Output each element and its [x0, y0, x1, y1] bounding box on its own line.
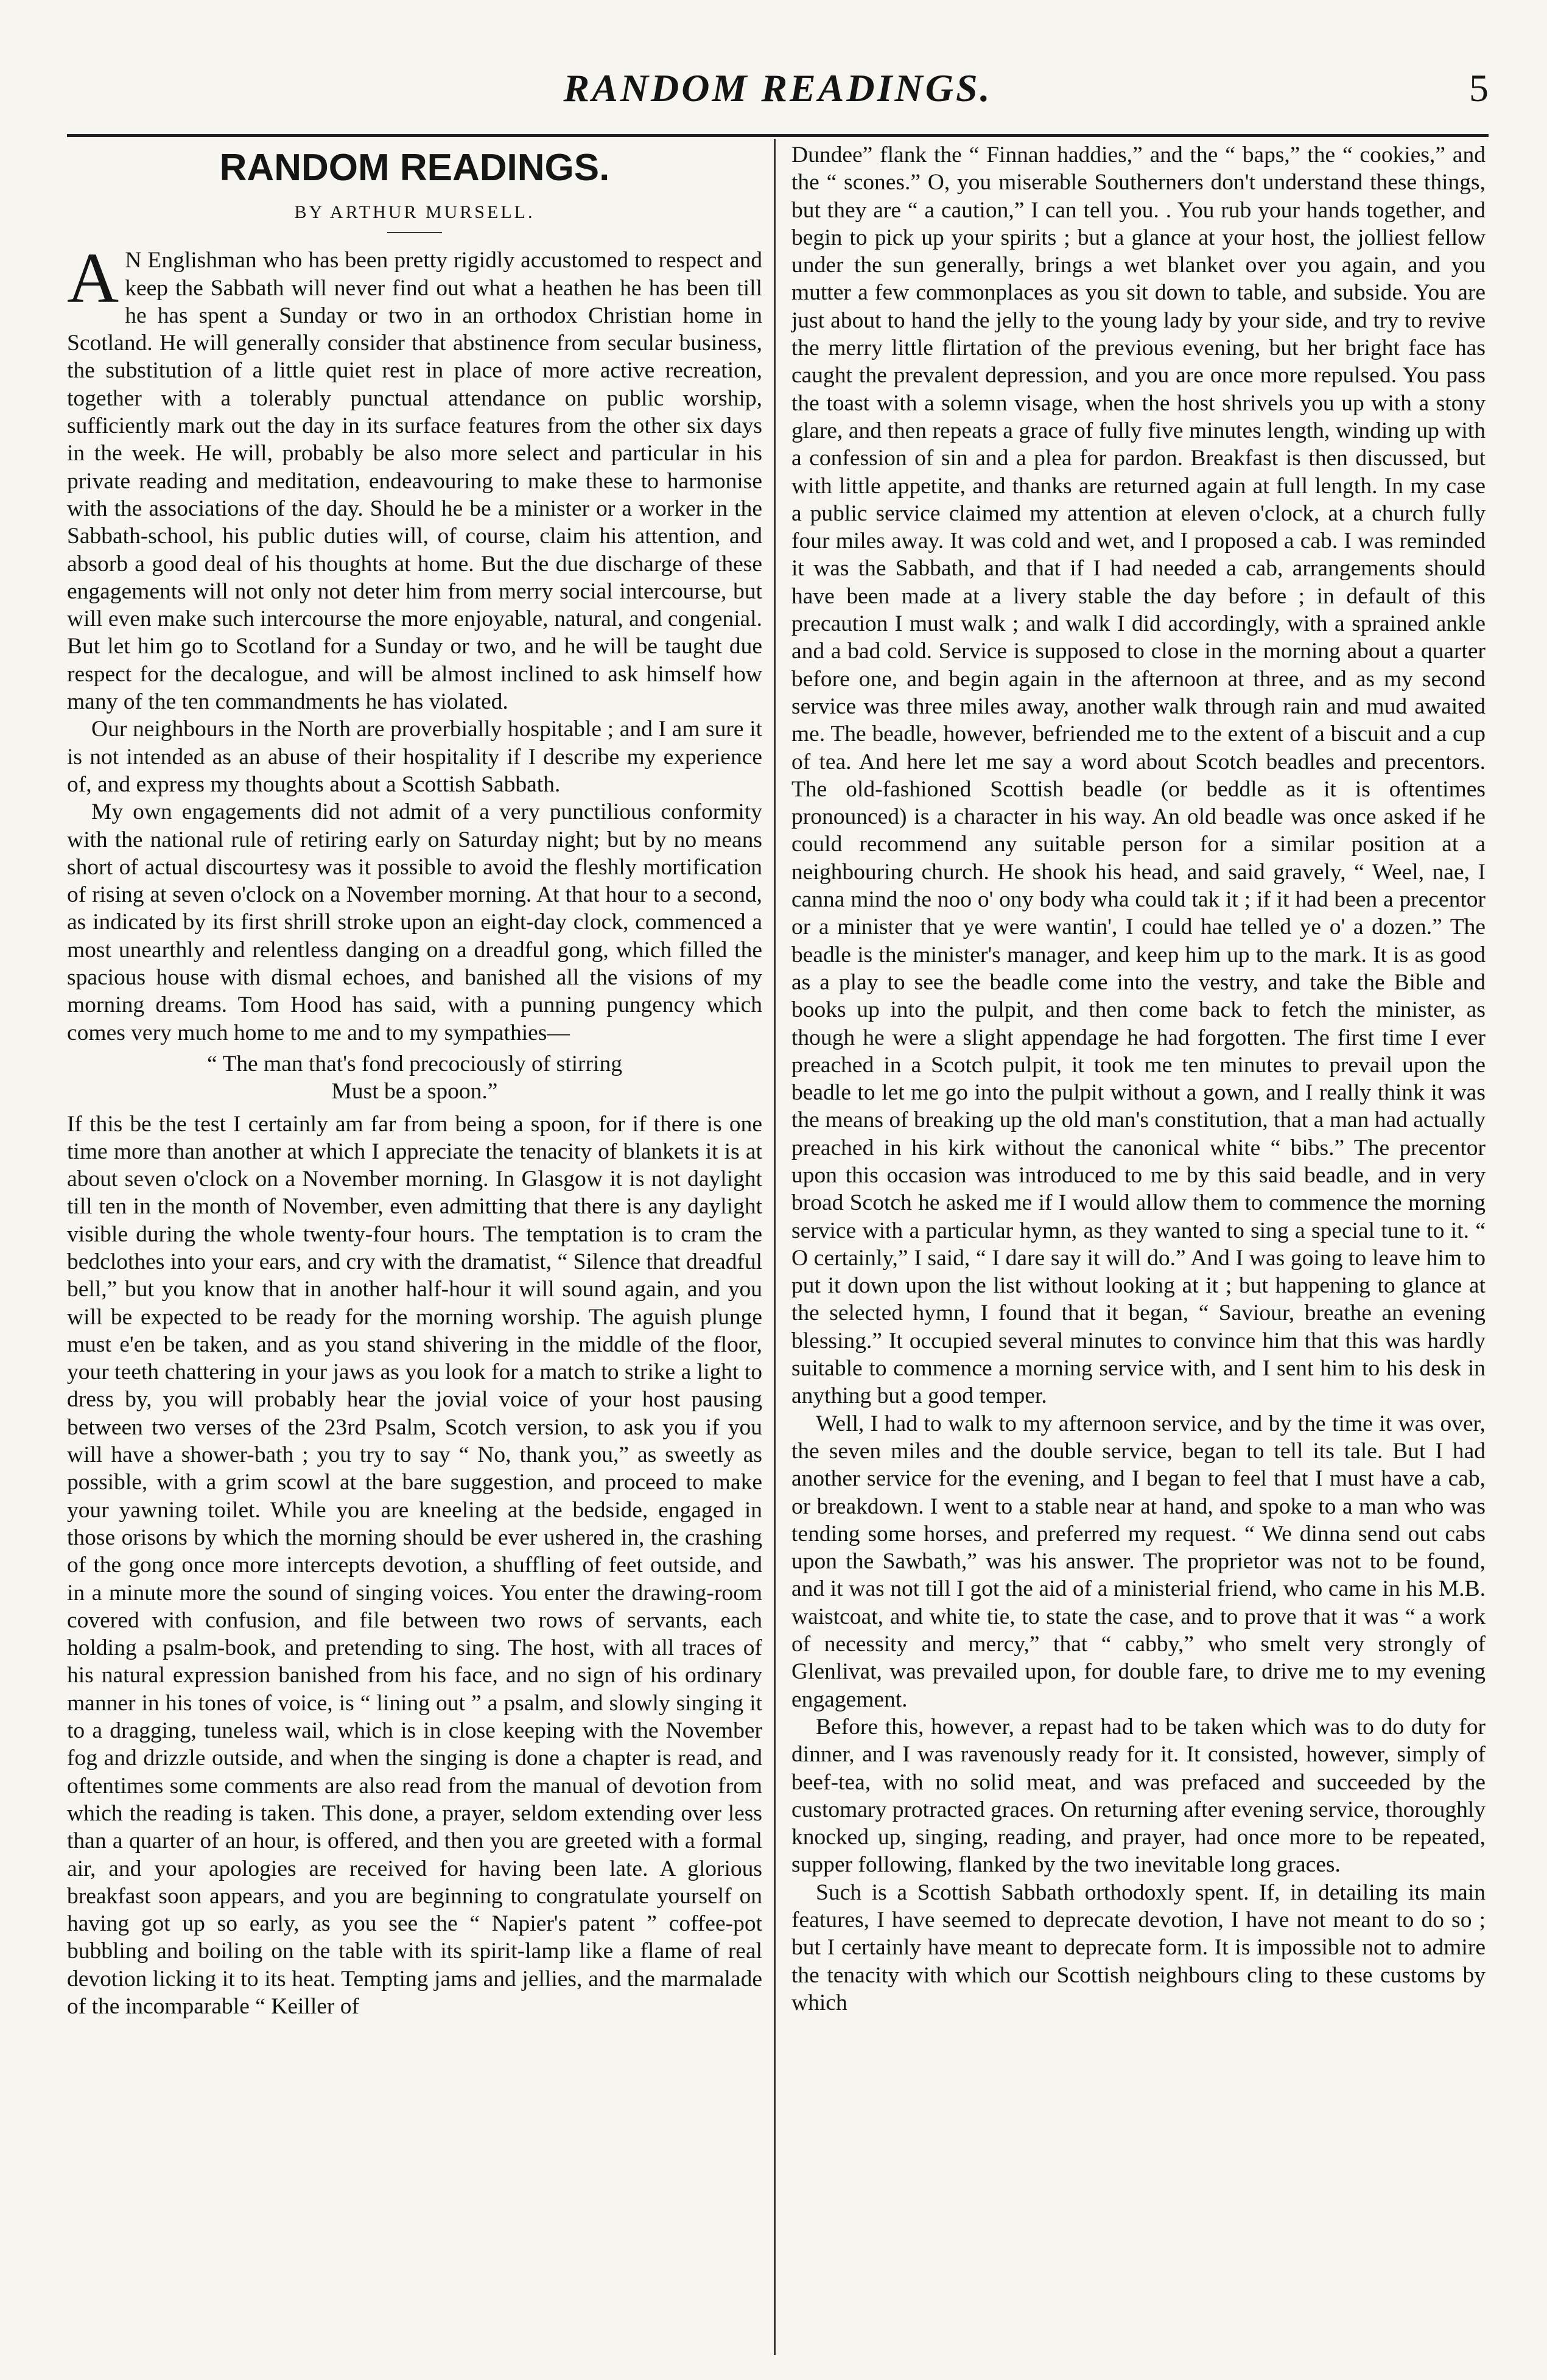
left-column	[67, 141, 762, 2020]
paragraph: My own engagements did not admit of a very punctilious conformity with the national rule of retiring early on Saturday night; but by no means short of actual discourtesy was it possible to avoid the fleshly mortification of rising at seven o'clock on a November morning. At that hour to a second, as indicated by its first shrill stroke upon an eight-day clock, commenced a most unearthly and relentless danging on a dreadful gong, which filled the spacious house with dismal echoes, and banished all the visions of my morning dreams. Tom Hood has said, with a punning pungency which comes very much home to me and to my sympathies—	[67, 799, 762, 1045]
paragraph: Such is a Scottish Sabbath orthodoxly spent. If, in detailing its main features, I have seemed to deprecate devotion, I have not meant to do so ; but I certainly have meant to deprecate form. It is impossible not to admire the tenacity with which our Scottish neighbours cling to these customs by which	[791, 1880, 1486, 2015]
paragraph-text: N Englishman who has been pretty rigidly accustomed to respect and keep the Sabbath will never find out what a heathen he has been till he has spent a Sunday or two in an orthodox Christian home in Scotland. He will generally consider that abstinence from secular business, the substitution of a little quiet rest in place of more active recreation, together with a tolerably punctual attendance on public worship, sufficiently mark out the day in its surface features from the other six days in the week. He will, probably be also more select and particular in his private reading and meditation, endeavouring to make these to harmonise with the associations of the day. Should he be a minister or a worker in the Sabbath-school, his public duties will, of course, claim his attention, and absorb a good deal of his thoughts at home. But the due discharge of these engagements will not only not deter him from merry social intercourse, but will even make such intercourse the more enjoyable, natural, and congenial. But let him go to Scotland for a Sunday or two, and he will be taught due respect for the decalogue, and will be almost inclined to ask himself how many of the ten commandments he has violated.	[67, 248, 762, 715]
page-number: 5	[1469, 66, 1489, 110]
paragraph: Our neighbours in the North are proverbially hospitable ; and I am sure it is not intended as an abuse of their hospitality if I describe my experience of, and express my thoughts about a Scottish Sabbath.	[67, 717, 762, 797]
paragraph: Before this, however, a repast had to be taken which was to do duty for dinner, and I was ravenously ready for it. It consisted, however, simply of beef-tea, with no solid meat, and was prefaced and succeeded by the customary protracted graces. On returning after evening service, thoroughly knocked up, singing, reading, and prayer, had once more to be repeated, supper following, flanked by the two inevitable long graces.	[791, 1714, 1486, 1878]
title-dash-rule	[387, 232, 442, 233]
verse-line: “ The man that's fond precociously of stirring	[207, 1051, 622, 1076]
right-column	[791, 141, 1486, 2017]
running-title: RANDOM READINGS.	[563, 66, 992, 110]
drop-cap: A	[67, 238, 119, 318]
verse-quote	[67, 1050, 762, 1106]
verse-line: Must be a spoon.”	[331, 1079, 498, 1104]
running-head	[67, 66, 1489, 121]
column-divider	[774, 139, 776, 2355]
byline: BY ARTHUR MURSELL.	[294, 202, 535, 222]
paragraph	[67, 238, 762, 715]
header-rule	[67, 134, 1489, 137]
article-title: RANDOM READINGS.	[219, 147, 610, 189]
paragraph: If this be the test I certainly am far from being a spoon, for if there is one time more than another at which I appreciate the tenacity of blankets it is at about seven o'clock on a November morning. In Glasgow it is not daylight till ten in the month of November, even admitting that there is any daylight visible during the whole twenty-four hours. The temptation is to cram the bedclothes into your ears, and cry with the dramatist, “ Silence that dreadful bell,” but you know that in another half-hour it will sound again, and you will be expected to be ready for the morning worship. The aguish plunge must e'en be taken, and as you stand shivering in the middle of the floor, your teeth chattering in your jaws as you look for a match to strike a light to dress by, you will probably hear the jovial voice of your host pausing between two verses of the 23rd Psalm, Scotch version, to ask you if you will have a shower-bath ; you try to say “ No, thank you,” as sweetly as possible, with a grim scowl at the bare suggestion, and proceed to make your yawning toilet. While you are kneeling at the bedside, engaged in those orisons by which the morning should be ever ushered in, the crashing of the gong once more intercepts devotion, a shuffling of feet outside, and in a minute more the sound of singing voices. You enter the drawing-room covered with confusion, and file between two rows of servants, each holding a psalm-book, and pretending to sing. The host, with all traces of his natural expression banished from his face, and no sign of his ordinary manner in his tones of voice, is “ lining out ” a psalm, and slowly singing it to a dragging, tuneless wail, which is in close keeping with the November fog and drizzle outside, and when the singing is done a chapter is read, and oftentimes some comments are also read from the manual of devotion from which the reading is taken. This done, a prayer, seldom extending over less than a quarter of an hour, is offered, and then you are greeted with a formal air, and your apologies are received for having been late. A glorious breakfast soon appears, and you are beginning to congratulate yourself on having got up so early, as you see the “ Napier's patent ” coffee-pot bubbling and boiling on the table with its spirit-lamp like a flame of real devotion licking it to its heat. Tempting jams and jellies, and the marmalade of the incomparable “ Keiller of	[67, 1111, 762, 2019]
paragraph: Well, I had to walk to my afternoon service, and by the time it was over, the seven miles and the double service, began to tell its tale. But I had another service for the evening, and I began to feel that I must have a cab, or breakdown. I went to a stable near at hand, and spoke to a man who was tending some horses, and preferred my request. “ We dinna send out cabs upon the Sawbath,” was his answer. The proprietor was not to be found, and it was not till I got the aid of a ministerial friend, who came in his M.B. waistcoat, and white tie, to state the case, and to prove that it was “ a work of necessity and mercy,” that “ cabby,” who smelt very strongly of Glenlivat, was prevailed upon, for double fare, to drive me to my evening engagement.	[791, 1411, 1486, 1712]
paragraph: Dundee” flank the “ Finnan haddies,” and the “ baps,” the “ cookies,” and the “ scones.” O, you miserable Southerners don't understand these things, but they are “ a caution,” I can tell you. . You rub your hands together, and begin to pick up your spirits ; but a glance at your host, the jolliest fellow under the sun generally, brings a wet blanket over you again, and you mutter a few commonplaces as you sit down to table, and subside. You are just about to hand the jelly to the young lady by your side, and try to revive the merry little flirtation of the previous evening, but her bright face has caught the prevalent depression, and you are once more repulsed. You pass the toast with a solemn visage, when the host shrivels you up with a stony glare, and then repeats a grace of fully five minutes length, winding up with a confession of sin and a plea for pardon. Breakfast is then discussed, but with little appetite, and thanks are returned again at full length. In my case a public service claimed my attention at eleven o'clock, at a church fully four miles away. It was cold and wet, and I proposed a cab. I was reminded it was the Sabbath, and that if I had needed a cab, arrangements should have been made at a livery stable the day before ; in default of this precaution I must walk ; and walk I did accordingly, with a sprained ankle and a bad cold. Service is supposed to close in the morning about a quarter before one, and begin again in the afternoon at three, and as my second service was three miles away, another walk through rain and mud awaited me. The beadle, however, befriended me to the extent of a biscuit and a cup of tea. And here let me say a word about Scotch beadles and precentors. The old-fashioned Scottish beadle (or beddle as it is oftentimes pronounced) is a character in his way. An old beadle was once asked if he could recommend any suitable person for a similar position at a neighbouring church. He shook his head, and said gravely, “ Weel, nae, I canna mind the noo o' ony body wha could tak it ; if it had been a precentor or a minister that ye were wantin', I could hae telled ye o' a dozen.” The beadle is the minister's manager, and keep him up to the mark. It is as good as a play to see the beadle come into the vestry, and take the Bible and books up into the pulpit, and then come back to fetch the minister, as though he were a slight appendage he had forgotten. The first time I ever preached in a Scotch pulpit, it took me ten minutes to prevail upon the beadle to let me go into the pulpit without a gown, and I really think it was the means of breaking up the old man's constitution, that a man had actually preached in his kirk without the canonical white “ bibs.” The precentor upon this occasion was introduced to me by this said beadle, and in very broad Scotch he asked me if I would allow them to commence the morning service with a particular hymn, as they wanted to sing a special tune to it. “ O certainly,” I said, “ I dare say it will do.” And I was going to leave him to put it down upon the list without looking at it ; but happening to glance at the selected hymn, I found that it began, “ Saviour, breathe an evening blessing.” It occupied several minutes to convince him that this was hardly suitable to commence a morning service with, and I sent him to his desk in anything but a good temper.	[791, 142, 1486, 1409]
